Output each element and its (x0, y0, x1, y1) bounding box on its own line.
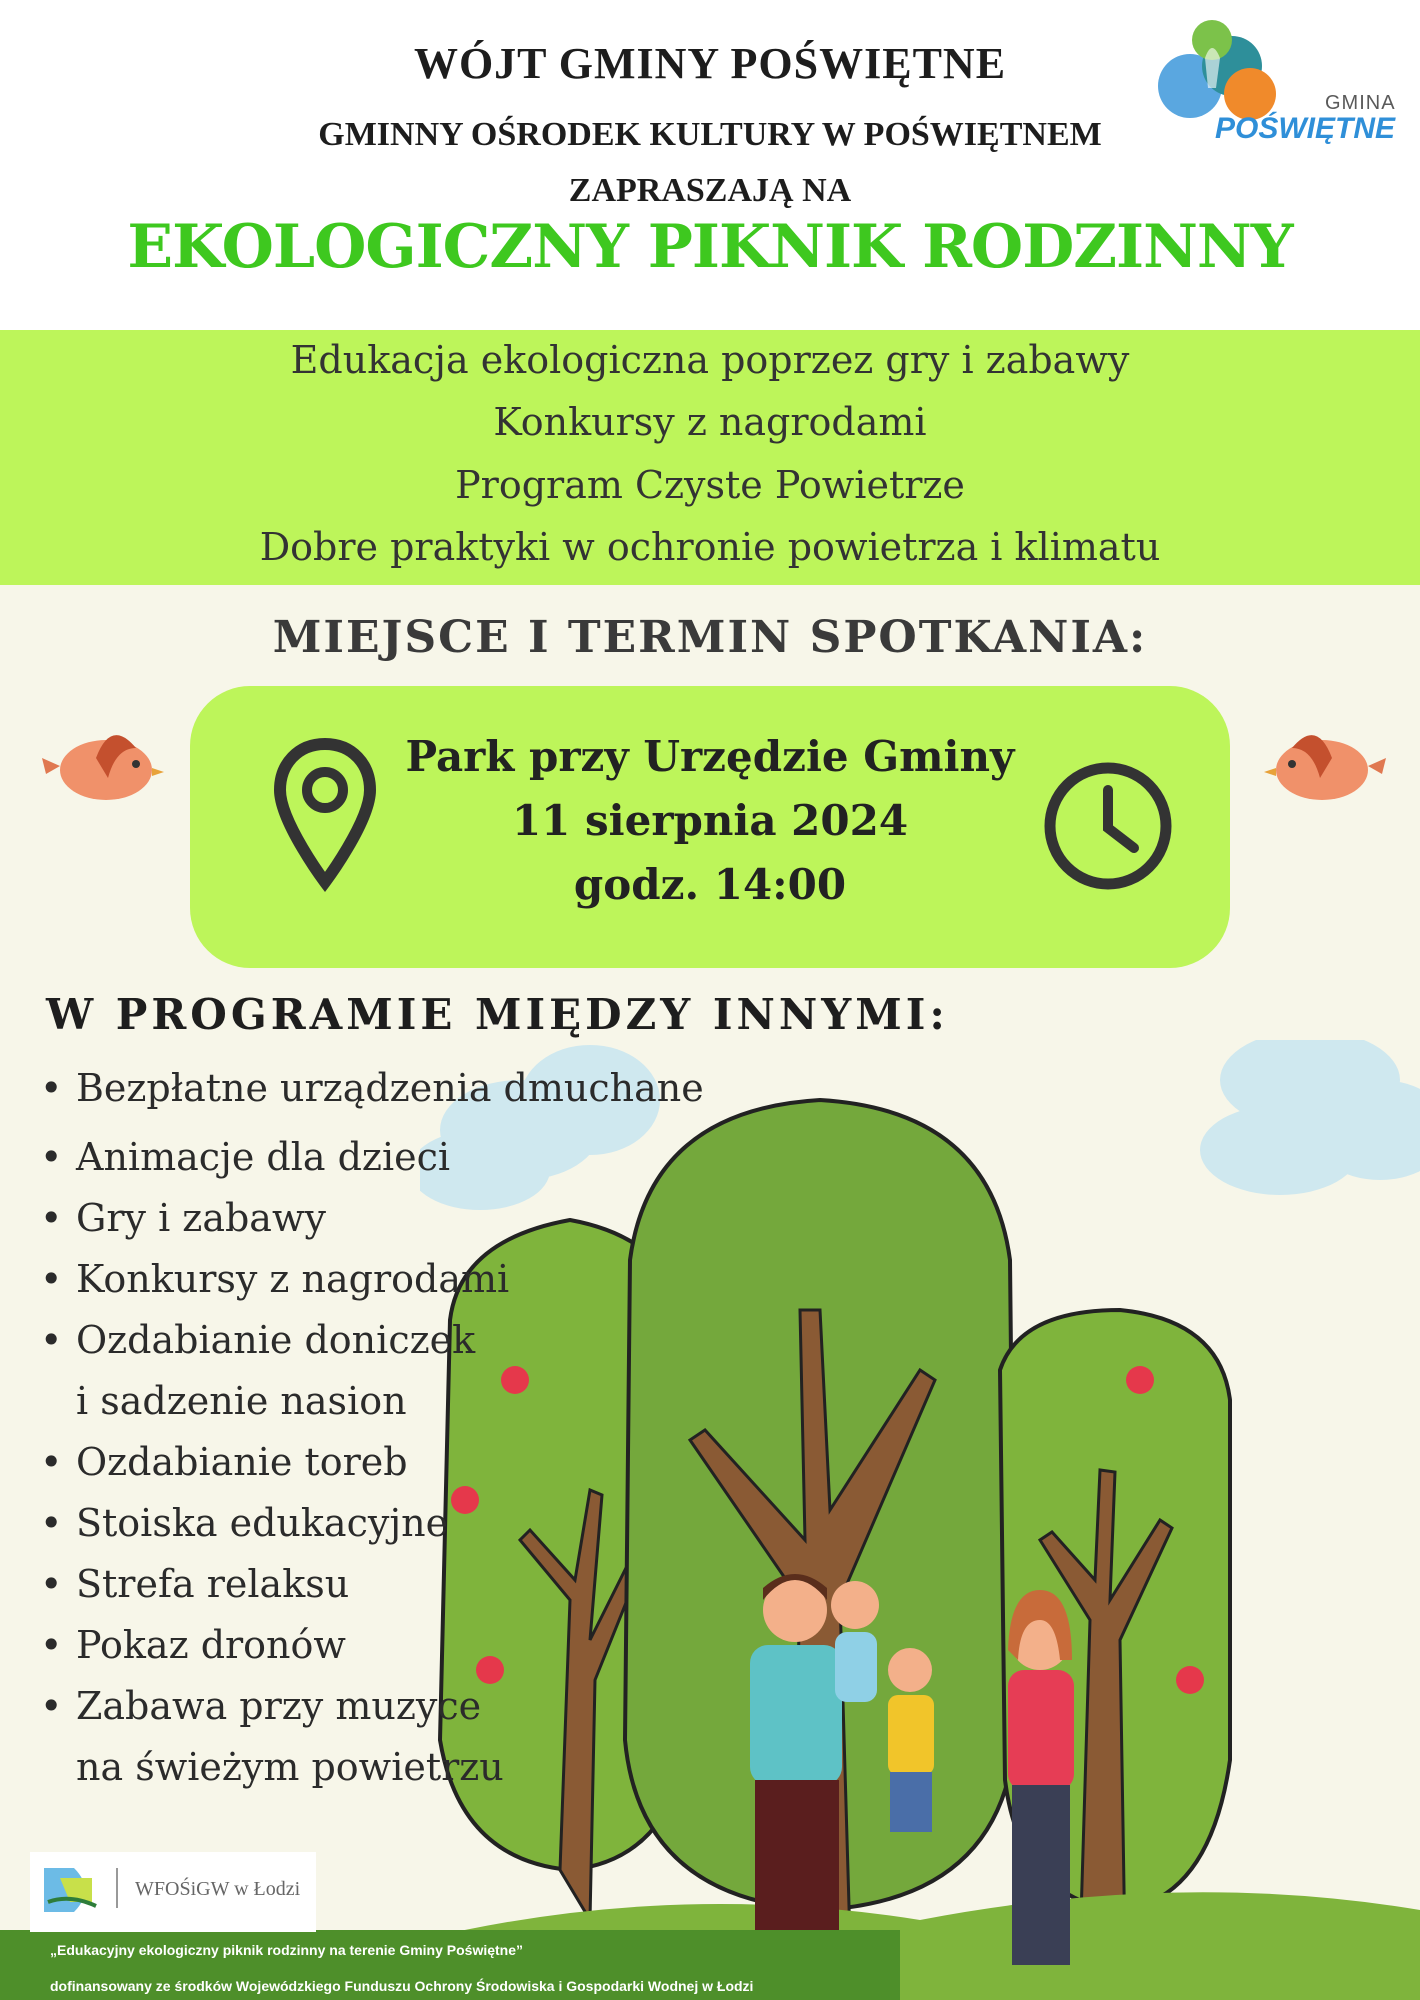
list-item: • Ozdabianie toreb (40, 1432, 720, 1493)
list-item: • Bezpłatne urządzenia dmuchane (40, 1058, 720, 1119)
feature-item: Dobre praktyki w ochronie powietrza i klimatu (259, 525, 1161, 569)
wfosigw-divider (116, 1868, 118, 1908)
cloud-right-icon (1200, 1040, 1420, 1195)
bird-left-icon (36, 718, 166, 808)
feature-item: Konkursy z nagrodami (493, 400, 927, 444)
meeting-date: 11 sierpnia 2024 (511, 796, 909, 845)
meeting-time: godz. 14:00 (573, 860, 847, 909)
sponsor-project-title: „Edukacyjny ekologiczny piknik rodzinny na terenie Gminy Poświętne” (50, 1942, 524, 1958)
co-organizer-line: GMINNY OŚRODEK KULTURY W POŚWIĘTNEM (318, 116, 1102, 153)
list-item: • Strefa relaksu (40, 1554, 720, 1615)
sponsor-funding-note: dofinansowany ze środków Wojewódzkiego Funduszu Ochrony Środowiska i Gospodarki Wodnej w Łodzi (50, 1978, 754, 1994)
list-item: • Gry i zabawy (40, 1188, 720, 1249)
list-item: • Animacje dla dzieci (40, 1127, 720, 1188)
list-item: • Ozdabianie doniczek i sadzenie nasion (40, 1310, 720, 1432)
meeting-heading: MIEJSCE I TERMIN SPOTKANIA: (272, 612, 1148, 663)
list-item: • Stoiska edukacyjne (40, 1493, 720, 1554)
list-item: • Pokaz dronów (40, 1615, 720, 1676)
logo-gmina-name: POŚWIĘTNE (1215, 112, 1396, 145)
invite-line: ZAPRASZAJĄ NA (568, 172, 852, 209)
list-item: • Konkursy z nagrodami (40, 1249, 720, 1310)
wfosigw-logo-text: WFOŚiGW w Łodzi (135, 1878, 301, 1900)
list-item: • Zabawa przy muzyce na świeżym powietrzu (40, 1676, 720, 1798)
feature-item: Edukacja ekologiczna poprzez gry i zabawy (290, 338, 1130, 382)
feature-item: Program Czyste Powietrze (455, 463, 965, 507)
program-heading: W PROGRAMIE MIĘDZY INNYMI: (46, 990, 949, 1039)
organizer-line: WÓJT GMINY POŚWIĘTNE (413, 39, 1007, 88)
logo-gmina-label: GMINA (1325, 92, 1396, 114)
meeting-place: Park przy Urzędzie Gminy (405, 732, 1015, 781)
bird-right-icon (1262, 718, 1392, 808)
event-title: EKOLOGICZNY PIKNIK RODZINNY (127, 212, 1293, 282)
program-list (40, 1058, 720, 1798)
wfosigw-logo-icon (40, 1862, 100, 1918)
